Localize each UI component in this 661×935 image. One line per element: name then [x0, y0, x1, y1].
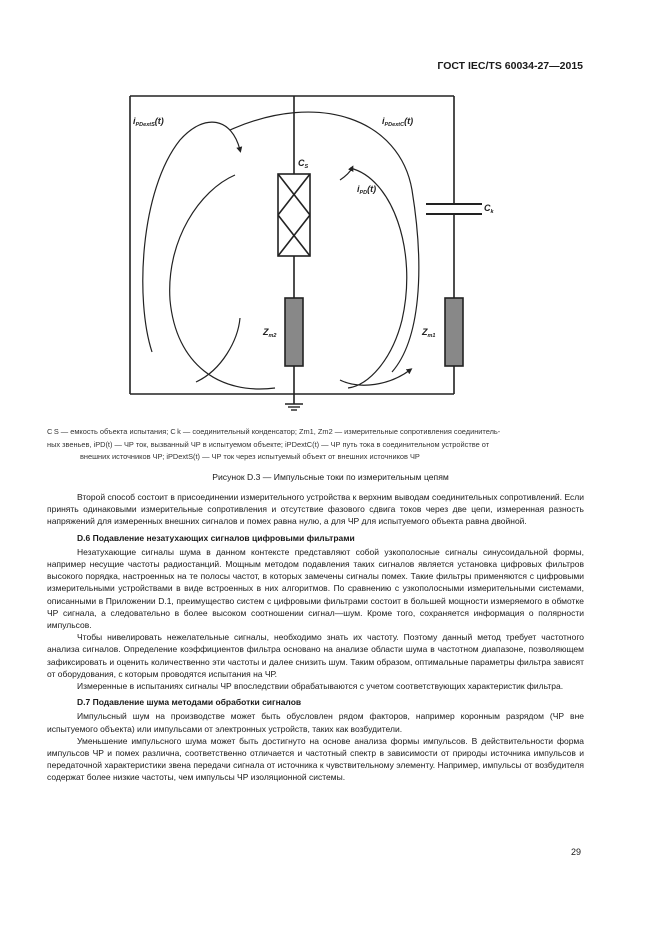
figure-caption: Рисунок D.3 — Импульсные токи по измерительным цепям	[212, 472, 449, 482]
legend-line: C S — емкость объекта испытания; C k — соединительный конденсатор; Zm1, Zm2 — измерительные сопротивления соединитель-	[47, 427, 501, 436]
paragraph: Незатухающие сигналы шума в данном контексте представляют собой узкополосные сигналы синусоидальной формы, например несущие частоты радиостанций. Мощным методом подавления таких сигналов является установка цифровых фильтров высокого порядка, настроенных на те полосы частот, в которых замечены сигналы помех. Такие фильтры применяются с цифровыми измерительными устройствами в виде встроенных в них алгоритмов. По сравнению с узкополосными измерительными системами, описанными в Приложении D.1, преимущество систем с цифровыми фильтрами состоит в большей мощности измеряемого в обмотке ЧР сигнала, а следовательно в более высоком соотношении сигнал—шум. Кроме того, сохраняется информация о полярности импульсов.	[47, 546, 584, 631]
body-text	[47, 491, 584, 784]
figure-legend	[47, 426, 584, 464]
paragraph: Чтобы нивелировать нежелательные сигналы, необходимо знать их частоту. Поэтому данный метод требует частотного анализа сигналов. Определение коэффициентов фильтра основано на анализе области шума в частотном диапазоне, позволяющем зафиксировать и оценить количественно эти частоты и далее снизить шум. Таким образом, оптимальные параметры фильтра зависят от оборудования, с которым проводятся испытания на ЧР.	[47, 632, 584, 679]
coupling-capacitor-ck	[426, 204, 482, 214]
impedance-zm2	[285, 298, 303, 366]
diagram-labels	[133, 116, 495, 339]
paragraph: Импульсный шум на производстве может быть обусловлен рядом факторов, например коронным разрядом (ЧР вне испытуемого объекта) или импульсами от электронных устройств, таких как возбудители.	[47, 711, 584, 734]
circuit-diagram	[0, 0, 661, 420]
svg-text:Zm2: $Z_{m2}$	[263, 327, 277, 339]
paragraph: Второй способ состоит в присоединении измерительного устройства к верхним выводам соединительных сопротивлений. Если принять одинаковыми измерительные сопротивления и отсутствие фазового сдвига токов через две цепи, измеренная разность напряжений для измеренных внешних сигналов и помех равна нулю, а для ЧР для испытуемого объекта равна двойной.	[47, 492, 584, 527]
svg-text:iPDextS(t): $i_{PDextS}(t)$	[133, 116, 164, 128]
section-heading: D.7 Подавление шума методами обработки сигналов	[77, 697, 302, 708]
svg-text:Ck: $C_k$	[484, 203, 494, 215]
impedance-zm1	[445, 298, 463, 366]
legend-line: внешних источников ЧР; iPDextS(t) — ЧР ток через испытуемый объект от внешних источников ЧР	[80, 452, 420, 461]
section-heading: D.6 Подавление незатухающих сигналов цифровыми фильтрами	[77, 532, 355, 543]
test-object-cs	[278, 174, 310, 256]
svg-text:iPD(t): $i_{PD}(t)$	[357, 184, 377, 196]
svg-text:Zm1: $Z_{m1}$	[422, 327, 436, 339]
legend-line: ных звеньев, iPD(t) — ЧР ток, вызванный ЧР в испытуемом объекте; iPDextC(t) — ЧР путь тока в соединительном устройстве от	[47, 439, 490, 449]
paragraph: Уменьшение импульсного шума может быть достигнуто на основе анализа формы импульсов. В действительности форма импульсов ЧР и помех различна, соответственно отличается и частотный спектр в зависимости от природы источника импульсов и передаточной характеристики звена передачи сигнала от источника к чувствительному элементу. Например, импульсы от возбудителя содержат более низкие частоты, чем импульсы ЧР изоляционной системы.	[47, 735, 584, 783]
svg-text:CS: $C_S$	[298, 158, 309, 170]
svg-text:iPDextC(t): $i_{PDextC}(t)$	[382, 116, 414, 128]
ground-symbol	[285, 404, 303, 410]
page-number: 29	[570, 847, 581, 857]
paragraph: Измеренные в испытаниях сигналы ЧР впоследствии обрабатываются с учетом соответствующих характеристик фильтра.	[77, 681, 564, 692]
document-header: ГОСТ IEC/TS 60034-27—2015	[437, 60, 583, 72]
